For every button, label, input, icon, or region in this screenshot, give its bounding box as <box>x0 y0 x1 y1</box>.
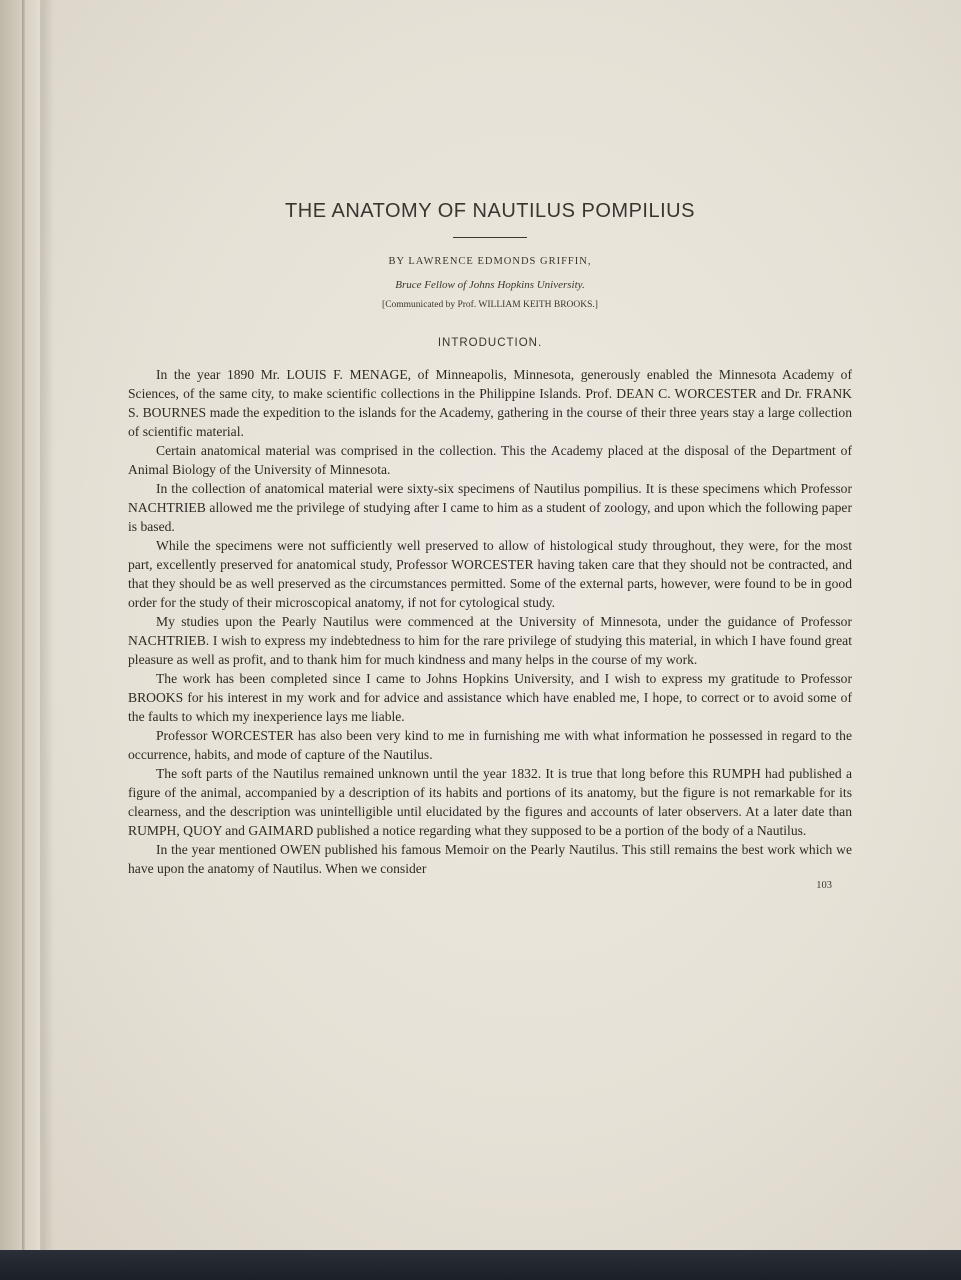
table-surface <box>0 1250 961 1280</box>
book-binding-edge <box>0 0 42 1280</box>
article-body <box>128 365 852 878</box>
paragraph: The soft parts of the Nautilus remained unknown until the year 1832. It is true that long before this RUMPH had published a figure of the animal, accompanied by a description of its habits and portions of its anatomy, but the figure is not remarkable for its clearness, and the description was unintelligible until elucidated by the figures and accounts of later observers. At a later date than RUMPH, QUOY and GAIMARD published a notice regarding what they supposed to be a portion of the body of a Nautilus. <box>128 766 852 838</box>
article-title: THE ANATOMY OF NAUTILUS POMPILIUS <box>285 200 695 222</box>
paragraph: In the year mentioned OWEN published his famous Memoir on the Pearly Nautilus. This still remains the best work which we have upon the anatomy of Nautilus. When we consider <box>128 842 852 876</box>
author-byline: BY LAWRENCE EDMONDS GRIFFIN, <box>388 256 592 267</box>
page-shadow <box>40 0 54 1280</box>
title-rule <box>453 237 527 238</box>
paragraph: My studies upon the Pearly Nautilus were commenced at the University of Minnesota, under the guidance of Professor NACHTRIEB. I wish to express my indebtedness to him for the rare privilege of studying this material, in which I have found great pleasure as well as profit, and to thank him for much kindness and many helps in the course of my work. <box>128 614 852 667</box>
gutter-line <box>22 0 25 1280</box>
author-affiliation: Bruce Fellow of Johns Hopkins University. <box>395 279 585 291</box>
section-heading: INTRODUCTION. <box>437 337 543 349</box>
paragraph: While the specimens were not sufficiently well preserved to allow of histological study throughout, they were, for the most part, excellently preserved for anatomical study, Professor WORCESTER having taken care that they should not be contracted, and that they should be as well preserved as the circumstances permitted. Some of the external parts, however, were found to be in good order for the study of their microscopical anatomy, if not for cytological study. <box>128 538 852 610</box>
article-content <box>128 180 852 891</box>
paragraph: Certain anatomical material was comprised in the collection. This the Academy placed at the disposal of the Department of Animal Biology of the University of Minnesota. <box>128 443 852 477</box>
paragraph: In the collection of anatomical material were sixty-six specimens of Nautilus pompilius. It is these specimens which Professor NACHTRIEB allowed me the privilege of studying after I came to him as a student of zoology, and upon which the following paper is based. <box>128 481 852 534</box>
paragraph: In the year 1890 Mr. LOUIS F. MENAGE, of Minneapolis, Minnesota, generously enabled the Minnesota Academy of Sciences, of the same city, to make scientific collections in the Philippine Islands. Prof. DEAN C. WORCESTER and Dr. FRANK S. BOURNES made the expedition to the islands for the Academy, gathering in the course of their three years stay a large collection of scientific material. <box>128 367 852 439</box>
page-number: 103 <box>816 880 832 891</box>
paragraph: The work has been completed since I came to Johns Hopkins University, and I wish to express my gratitude to Professor BROOKS for his interest in my work and for advice and assistance which have enabled me, I hope, to correct or to avoid some of the faults to which my inexperience lays me liable. <box>128 671 852 724</box>
paragraph: Professor WORCESTER has also been very kind to me in furnishing me with what information he possessed in regard to the occurrence, habits, and mode of capture of the Nautilus. <box>128 728 852 762</box>
communicated-note: [Communicated by Prof. WILLIAM KEITH BROOKS.] <box>382 300 598 310</box>
